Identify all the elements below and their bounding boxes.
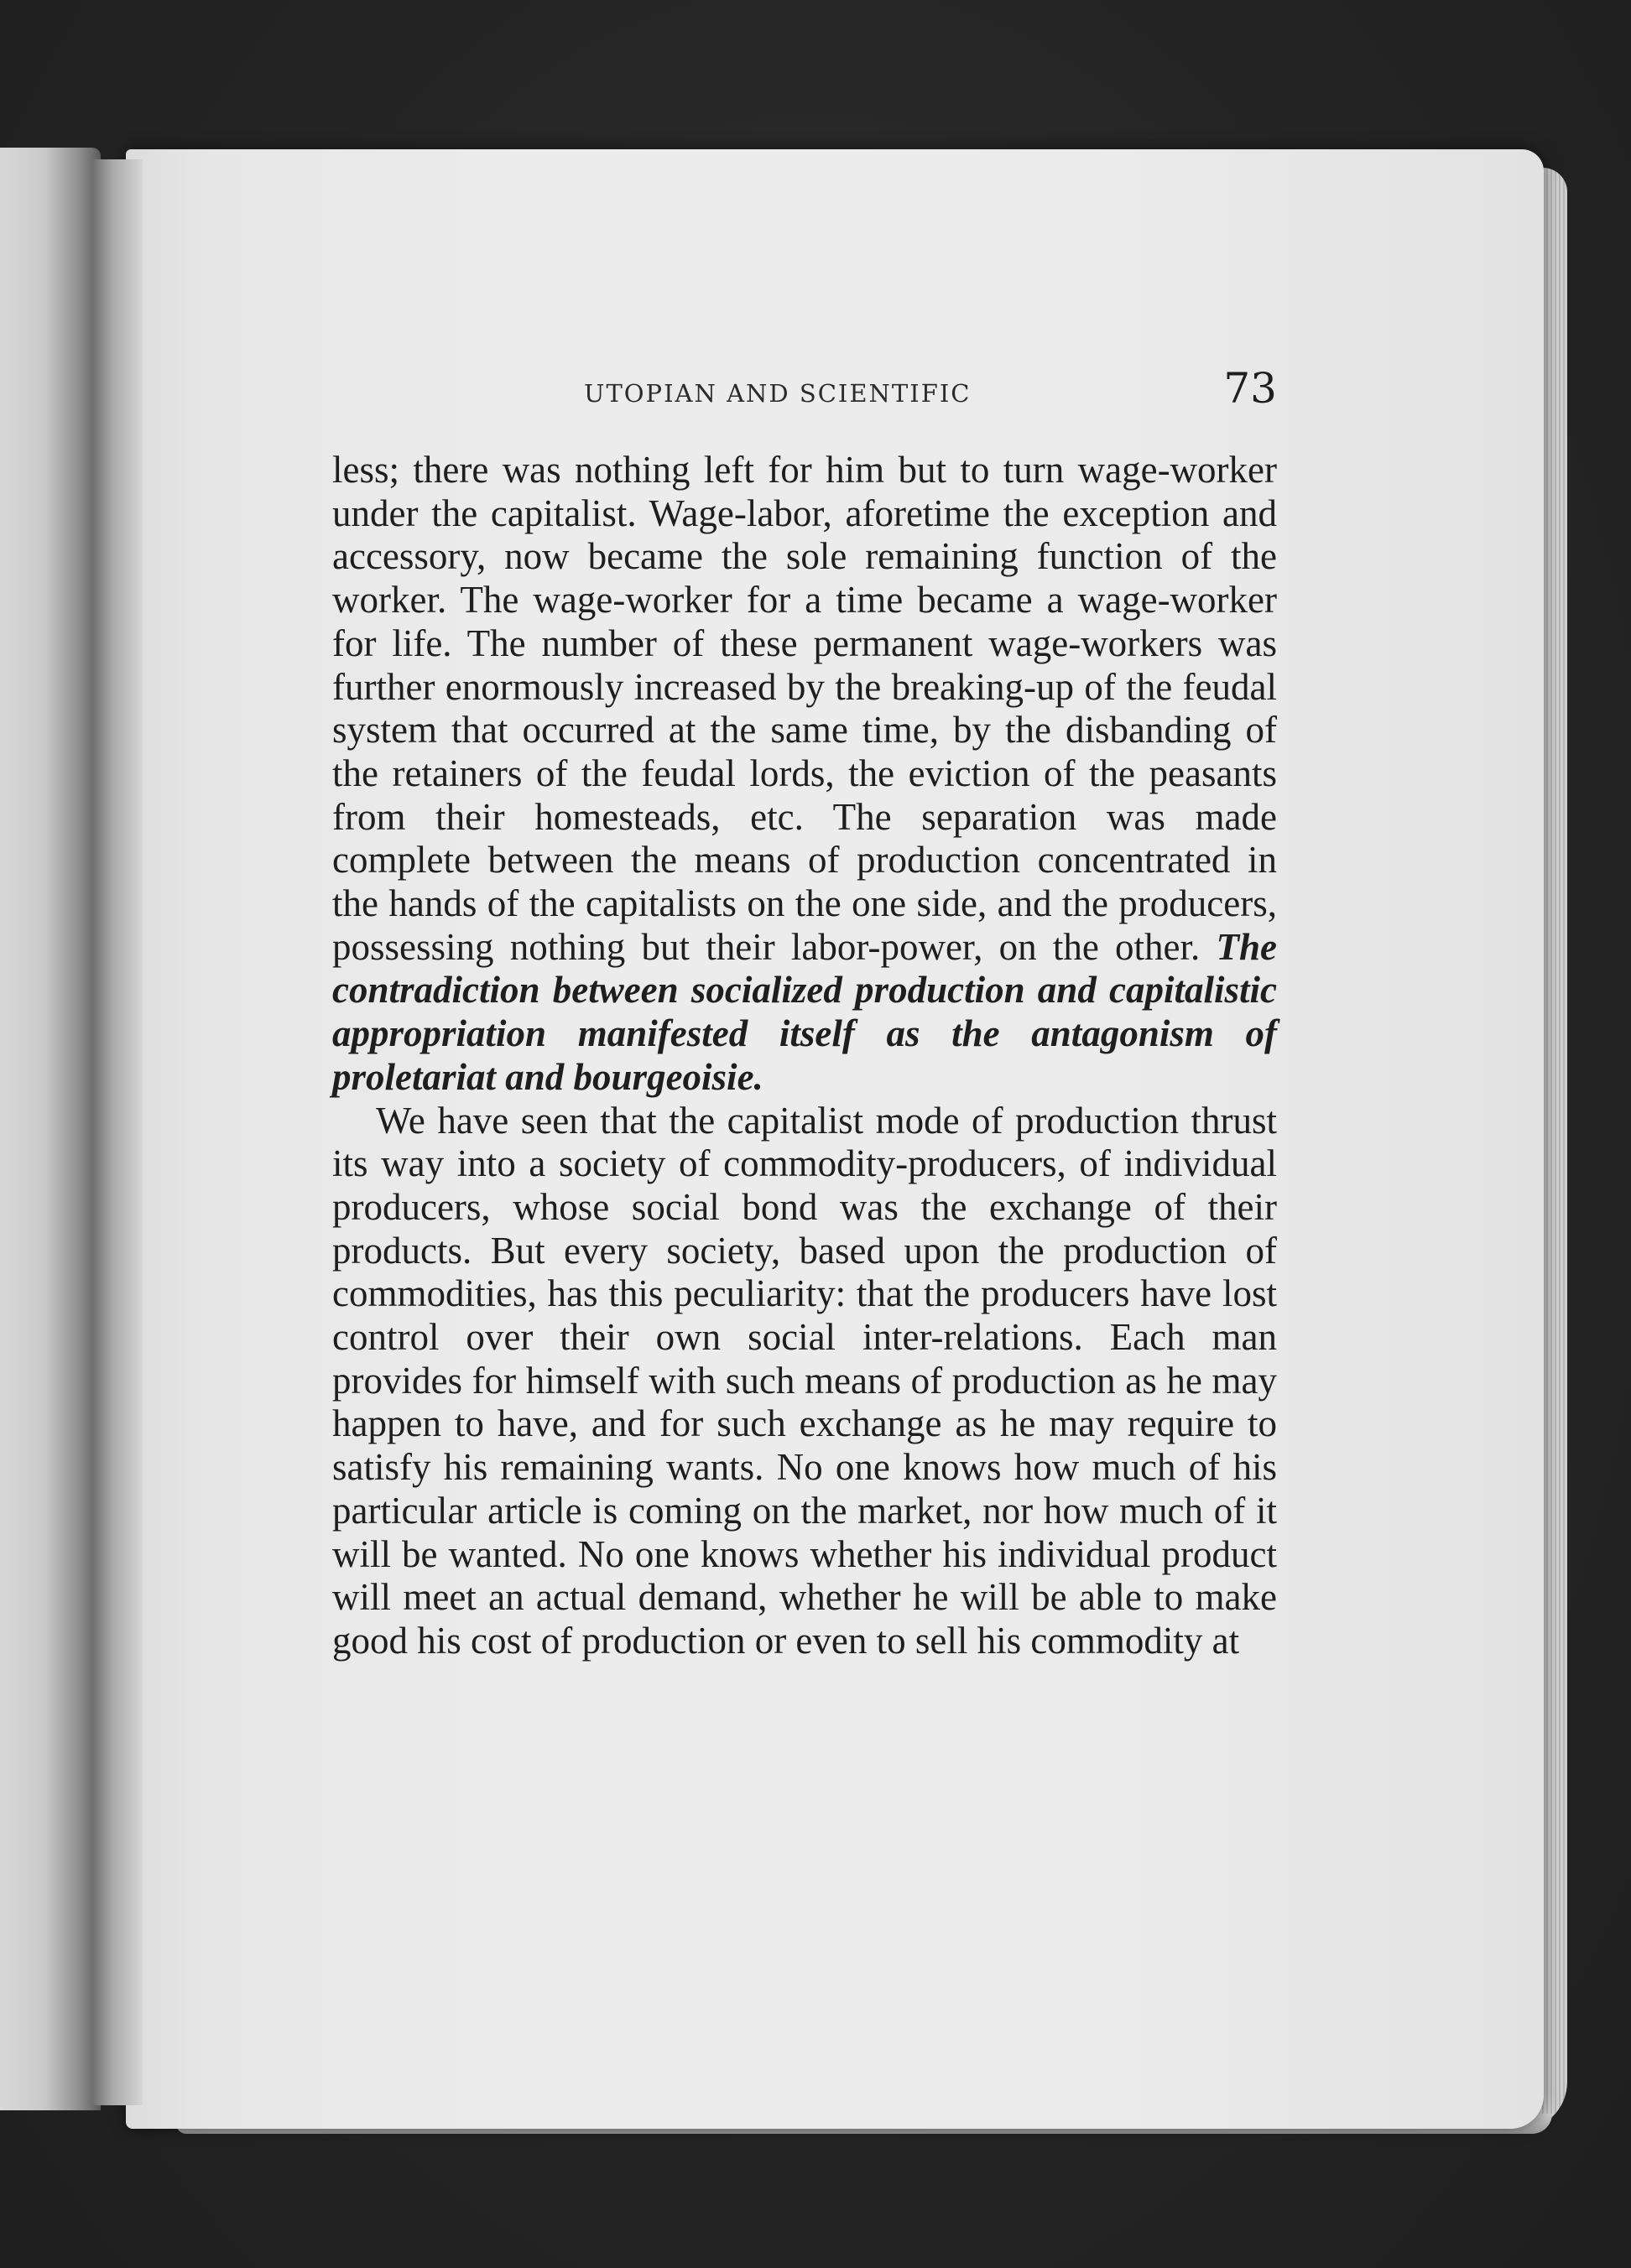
paragraph-1-emphasis: The contradiction between socialized production and capitalistic appropriation manifested itself as the antagonism of proletariat and bourgeoisie. xyxy=(332,925,1277,1098)
paragraph-2: We have seen that the capitalist mode of production thrust its way into a society of commodity-producers, of individual producers, whose social bond was the exchange of their products. But every society, based upon the production of commodities, has this peculiarity: that the producers have lost control over their own social inter-relations. Each man provides for himself with such means of production as he may happen to have, and for such exchange as he may require to satisfy his remaining wants. No one knows how much of his particular article is coming on the market, nor how much of it will be wanted. No one knows whether his individual product will meet an actual demand, whether he will be able to make good his cost of production or even to sell his commodity at xyxy=(332,1099,1277,1662)
paragraph-1-text: less; there was nothing left for him but to turn wage-worker under the capitalist. Wage-labor, aforetime the exception and accessory, now became the sole remaining function of the worker. The wage-worker for a time became a wage-worker for life. The number of these permanent wage-workers was further enormously increased by the breaking-up of the feudal system that occurred at the same time, by the disbanding of the retainers of the feudal lords, the eviction of the peasants from their homesteads, etc. The separation was made complete between the means of production concentrated in the hands of the capitalists on the one side, and the producers, possessing nothing but their labor-power, on the other. xyxy=(332,449,1277,968)
page-number: 73 xyxy=(1223,364,1277,413)
page-header xyxy=(332,364,1277,423)
body-text xyxy=(332,449,1277,1663)
paragraph-1 xyxy=(332,449,1277,1100)
facing-page-edge xyxy=(0,148,101,2110)
book-gutter xyxy=(92,159,143,2105)
running-head: UTOPIAN AND SCIENTIFIC xyxy=(584,379,972,408)
